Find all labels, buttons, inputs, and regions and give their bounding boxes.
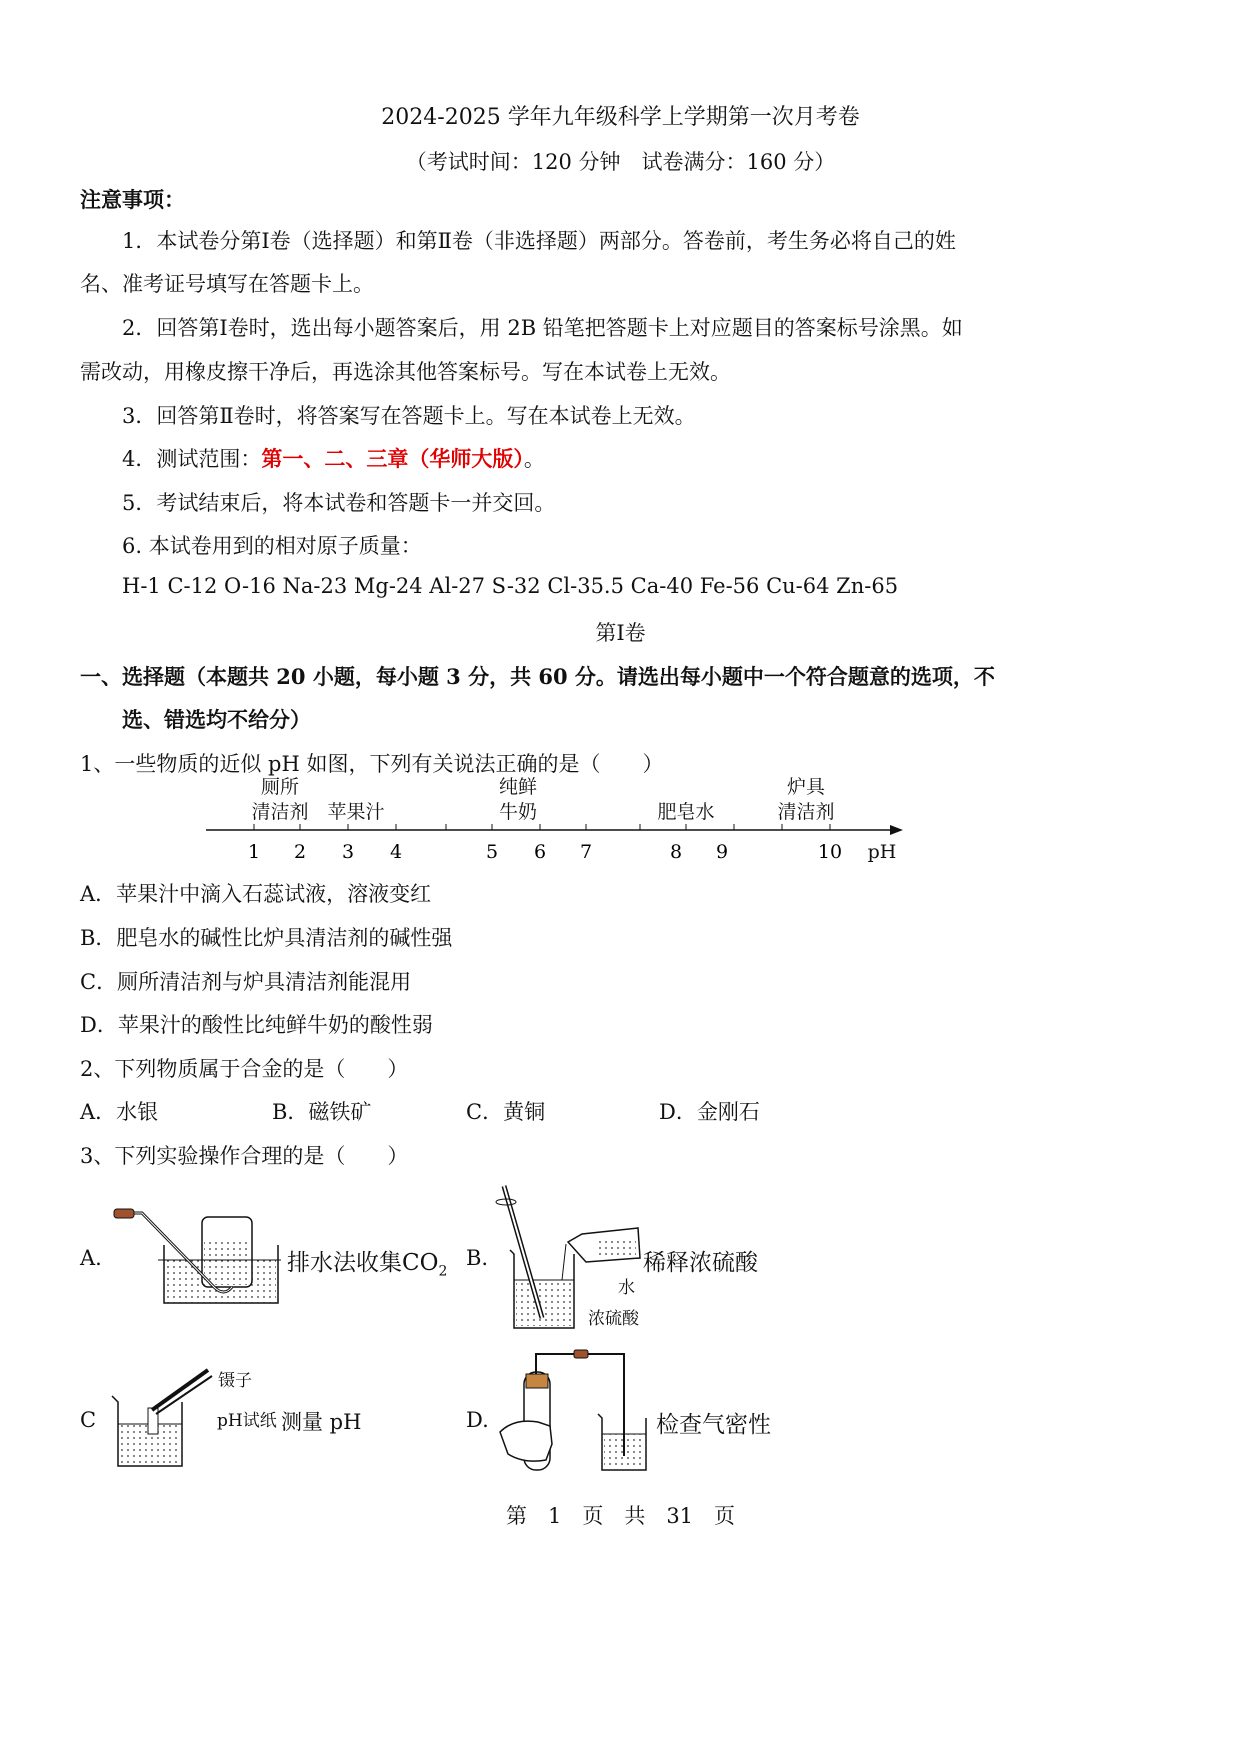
notice-item-4-label: 4．测试范围： xyxy=(122,447,262,471)
ph-tick-label: 4 xyxy=(389,841,403,863)
label-stove-2: 清洁剂 xyxy=(777,801,835,823)
q1-option-a[interactable]: A．苹果汁中滴入石蕊试液，溶液变红 xyxy=(80,882,432,906)
notice-item-1b: 名、准考证号填写在答题卡上。 xyxy=(80,272,374,296)
exam-title: 2024-2025 学年九年级科学上学期第一次月考卷 xyxy=(381,105,860,130)
q3-d-caption: 检查气密性 xyxy=(656,1412,771,1438)
q1-option-c[interactable]: C．厕所清洁剂与炉具清洁剂能混用 xyxy=(80,970,412,994)
notice-item-4-end: 。 xyxy=(523,447,545,471)
notice-item-1a: 1．本试卷分第Ⅰ卷（选择题）和第Ⅱ卷（非选择题）两部分。答卷前，考生务必将自己的姓 xyxy=(122,229,956,253)
ph-tick-label: 3 xyxy=(341,841,355,863)
notice-item-5: 5．考试结束后，将本试卷和答题卡一并交回。 xyxy=(122,491,556,515)
notice-item-6: 6. 本试卷用到的相对原子质量： xyxy=(122,534,422,558)
q3-d-figure xyxy=(494,1348,654,1476)
notice-heading: 注意事项： xyxy=(80,187,185,212)
label-apple: 苹果汁 xyxy=(327,801,385,823)
q3-a-formula: CO xyxy=(402,1250,439,1276)
ph-unit: pH xyxy=(867,841,897,863)
notice-item-2b: 需改动，用橡皮擦干净后，再选涂其他答案标号。写在本试卷上无效。 xyxy=(80,360,731,384)
q2-option-a[interactable]: A．水银 xyxy=(80,1100,159,1124)
q1-option-b[interactable]: B．肥皂水的碱性比炉具清洁剂的碱性强 xyxy=(80,926,453,950)
q3-b-water-label: 水 xyxy=(618,1278,635,1298)
notice-item-3: 3．回答第Ⅱ卷时，将答案写在答题卡上。写在本试卷上无效。 xyxy=(122,404,696,428)
section-heading-line2: 选、错选均不给分） xyxy=(122,707,311,732)
test-scope: 第一、二、三章（华师大版） xyxy=(261,446,524,471)
q3-c-figure xyxy=(108,1358,218,1470)
label-stove-1: 炉具 xyxy=(786,776,826,798)
q3-c-tweezers-label: 镊子 xyxy=(218,1371,252,1391)
ph-tick-label: 7 xyxy=(579,841,593,863)
ph-tick-label: 6 xyxy=(533,841,547,863)
label-soap: 肥皂水 xyxy=(657,801,715,823)
page-footer: 第 1 页 共 31 页 xyxy=(505,1504,736,1528)
q3-b-caption: 稀释浓硫酸 xyxy=(643,1250,758,1276)
q3-option-a-letter[interactable]: A. xyxy=(80,1246,102,1270)
ph-tick-label: 10 xyxy=(817,841,843,863)
notice-item-2a: 2．回答第Ⅰ卷时，选出每小题答案后，用 2B 铅笔把答题卡上对应题目的答案标号涂黑。如 xyxy=(122,316,963,340)
q2-option-b[interactable]: B．磁铁矿 xyxy=(272,1100,372,1124)
part-label: 第Ⅰ卷 xyxy=(595,621,646,645)
ph-tick-label: 2 xyxy=(293,841,307,863)
q3-c-caption: 测量 pH xyxy=(281,1410,362,1434)
q2-stem: 2、下列物质属于合金的是（ ） xyxy=(80,1057,409,1081)
q3-a-formula-sub: 2 xyxy=(438,1263,448,1280)
ph-tick-label: 8 xyxy=(669,841,683,863)
q2-option-c[interactable]: C．黄铜 xyxy=(466,1100,546,1124)
q3-option-b-letter[interactable]: B. xyxy=(466,1246,489,1270)
label-milk-1: 纯鲜 xyxy=(498,776,538,798)
q2-option-d[interactable]: D．金刚石 xyxy=(659,1100,760,1124)
q3-a-figure xyxy=(106,1205,281,1310)
q3-c-paper-label: pH试纸 xyxy=(217,1411,277,1431)
ph-tick-label: 5 xyxy=(485,841,499,863)
ph-tick-label: 1 xyxy=(247,841,261,863)
atomic-masses: H-1 C-12 O-16 Na-23 Mg-24 Al-27 S-32 Cl-35.5 Ca-40 Fe-56 Cu-64 Zn-65 xyxy=(122,574,899,598)
q1-option-d[interactable]: D．苹果汁的酸性比纯鲜牛奶的酸性弱 xyxy=(80,1013,433,1037)
q3-a-caption-text: 排水法收集 xyxy=(287,1250,402,1276)
exam-subtitle: （考试时间：120 分钟 试卷满分：160 分） xyxy=(405,150,836,174)
q3-option-d-letter[interactable]: D. xyxy=(466,1408,489,1432)
ph-tick-label: 9 xyxy=(715,841,729,863)
label-toilet-1: 厕所 xyxy=(260,776,300,798)
label-milk-2: 牛奶 xyxy=(498,801,538,823)
notice-item-4 xyxy=(122,443,545,473)
label-toilet-2: 清洁剂 xyxy=(251,801,309,823)
q3-a-caption xyxy=(287,1244,447,1280)
section-heading-line1: 一、选择题（本题共 20 小题，每小题 3 分，共 60 分。请选出每小题中一个符合题意的选项，不 xyxy=(80,664,995,689)
q3-b-acid-label: 浓硫酸 xyxy=(588,1309,639,1329)
q3-option-c-letter[interactable]: C xyxy=(80,1408,97,1432)
ph-axis-arrow xyxy=(890,825,903,835)
ph-scale-diagram xyxy=(200,770,920,870)
q3-stem: 3、下列实验操作合理的是（ ） xyxy=(80,1144,409,1168)
q1-stem: 1、一些物质的近似 pH 如图，下列有关说法正确的是（ ） xyxy=(80,752,664,776)
